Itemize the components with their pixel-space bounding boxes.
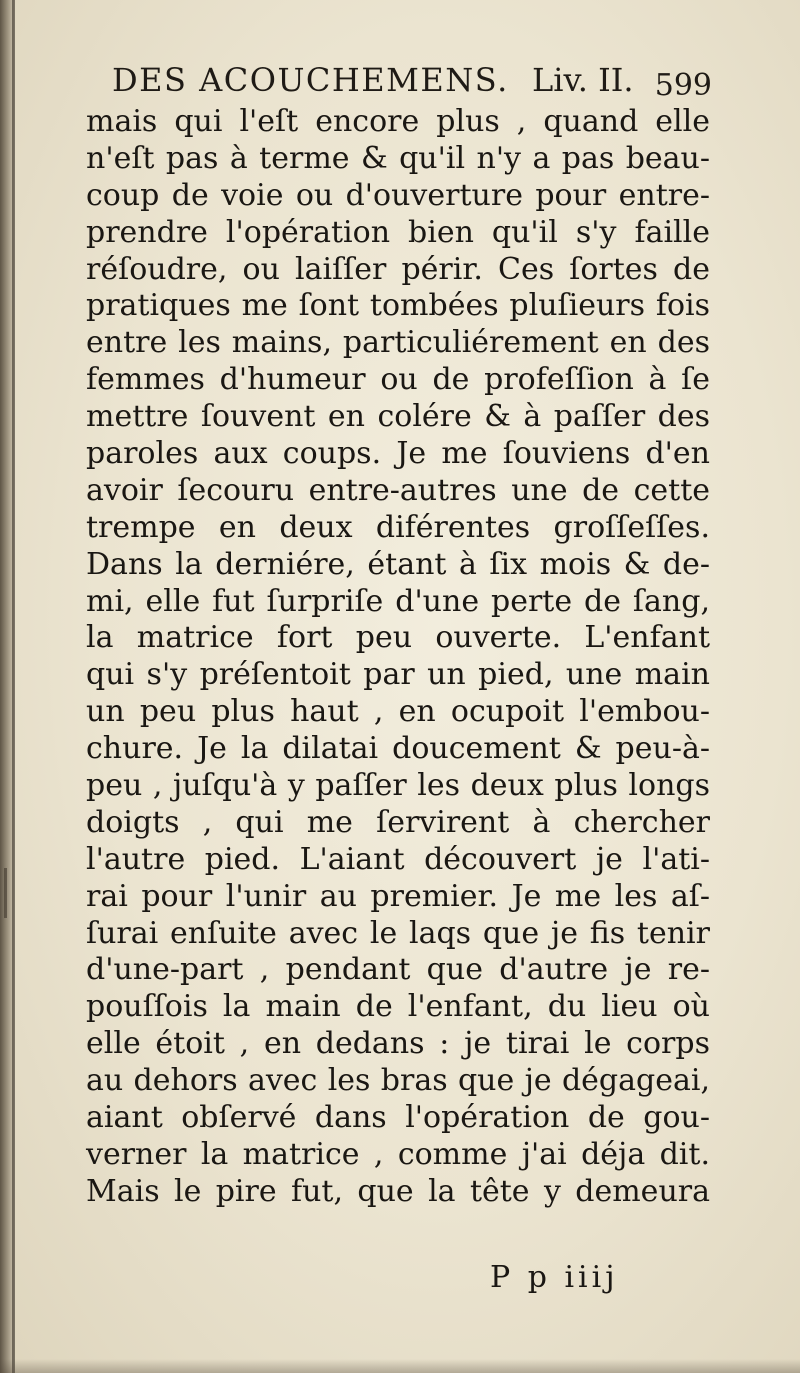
text-line: mais qui l'eſt encore plus , quand elle xyxy=(86,104,710,139)
text-line: un peu plus haut , en ocupoit l'embou- xyxy=(86,694,710,730)
text-line: verner la matrice , comme j'ai déja dit. xyxy=(86,1136,710,1172)
text-line: Dans la derniére, étant à ſix mois & de- xyxy=(86,546,710,582)
book-reference: Liv. II. xyxy=(532,61,634,99)
text-line: ſurai enſuite avec le laqs que je fis tenir xyxy=(86,915,710,951)
text-line: entre les mains, particuliérement en des xyxy=(86,325,710,361)
text-line: mi, elle fut ſurpriſe d'une perte de ſang, xyxy=(86,583,710,619)
text-line: qui s'y préſentoit par un pied, une main xyxy=(86,657,710,693)
text-line: doigts , qui me ſervirent à chercher xyxy=(86,804,710,840)
margin-mark xyxy=(4,868,7,918)
text-line: coup de voie ou d'ouverture pour entre- xyxy=(86,177,710,213)
text-line: peu , juſqu'à y paſſer les deux plus longs xyxy=(86,768,710,804)
page-bottom-shadow xyxy=(0,1359,800,1373)
text-line: pouſſois la main de l'enfant, du lieu où xyxy=(86,989,710,1025)
text-line: chure. Je la dilatai doucement & peu-à- xyxy=(86,731,710,767)
text-line: prendre l'opération bien qu'il s'y faille xyxy=(86,214,710,250)
body-text xyxy=(86,104,710,1211)
text-line: aiant obſervé dans l'opération de gou- xyxy=(86,1100,710,1136)
running-head xyxy=(112,55,712,105)
text-line: l'autre pied. L'aiant découvert je l'ati- xyxy=(86,841,710,877)
text-line: n'eſt pas à terme & qu'il n'y a pas beau- xyxy=(86,140,710,176)
text-line: Mais le pire fut, que la tête y demeura xyxy=(86,1173,710,1209)
text-line: rai pour l'unir au premier. Je me les aſ- xyxy=(86,878,710,914)
text-line: réſoudre, ou laiſſer périr. Ces ſortes de xyxy=(86,251,710,287)
text-line: avoir ſecouru entre-autres une de cette xyxy=(86,472,710,508)
running-title: DES ACOUCHEMENS. xyxy=(112,61,509,99)
text-line: paroles aux coups. Je me ſouviens d'en xyxy=(86,436,710,472)
text-line: au dehors avec les bras que je dégageai, xyxy=(86,1063,710,1099)
text-line: la matrice fort peu ouverte. L'enfant xyxy=(86,620,710,656)
text-line: elle étoit , en dedans : je tirai le corps xyxy=(86,1026,710,1062)
binding-gutter-line xyxy=(12,0,15,1373)
text-line: pratiques me ſont tombées pluſieurs fois xyxy=(86,288,710,324)
page-number: 599 xyxy=(654,68,712,103)
signature-mark: P p iiij xyxy=(490,1260,619,1295)
text-line: mettre ſouvent en colére & à paſſer des xyxy=(86,399,710,435)
text-line: trempe en deux diférentes groſſeſſes. xyxy=(86,509,710,545)
text-line: femmes d'humeur ou de profeſſion à ſe xyxy=(86,362,710,398)
text-line: d'une-part , pendant que d'autre je re- xyxy=(86,952,710,988)
